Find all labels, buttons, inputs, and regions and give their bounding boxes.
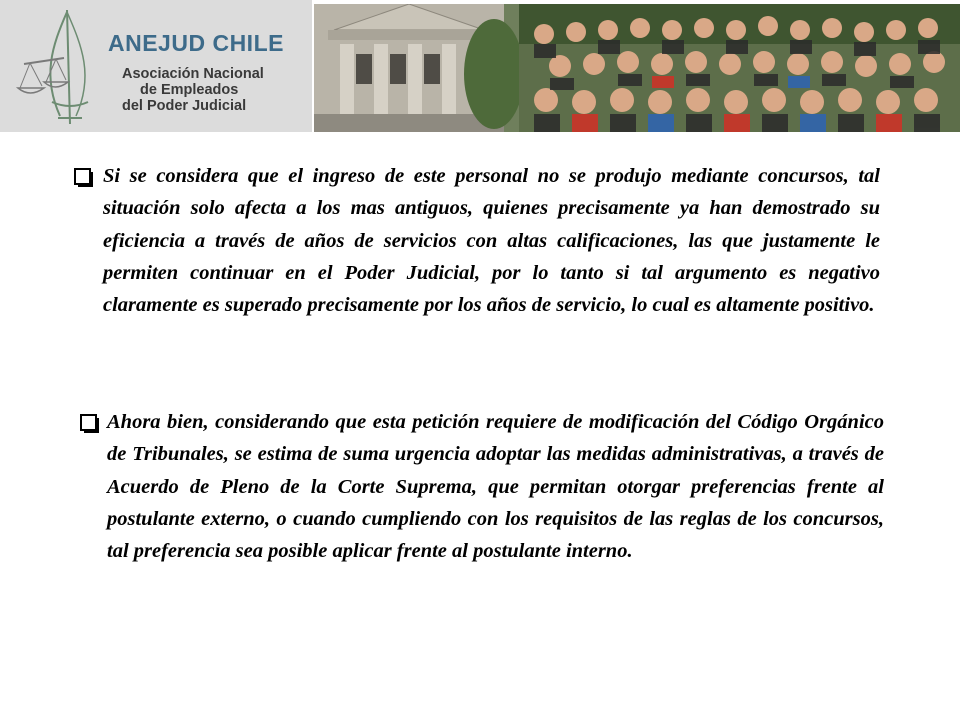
header-banner <box>0 0 960 132</box>
courthouse-building <box>314 4 524 132</box>
header-photo <box>314 4 960 132</box>
logo-subtitle-line-2: de Empleados <box>140 82 239 98</box>
logo-subtitle-line-3: del Poder Judicial <box>122 98 247 114</box>
logo-title: ANEJUD CHILE <box>108 30 284 56</box>
bullet-text-2: Ahora bien, considerando que esta petición requiere de modificación del Código Orgánico de Tribunales, se estima de suma urgencia adoptar las medidas administrativas, a través de Acuerdo de Pleno de la Corte Suprema, que permitan otorgar preferencias frente al postulante externo, o cuando cumpliendo con los requisitos de las reglas de los concursos, tal preferencia sea posible aplicar frente al postulante interno. <box>107 411 884 563</box>
header-photo-illustration <box>314 4 960 132</box>
bullet-paragraph-1 <box>74 160 884 385</box>
bullet-text-1: Si se considera que el ingreso de este personal no se produjo mediante concursos, tal situación solo afecta a los mas antiguos, quienes precisamente ya han demostrado su eficiencia a través de años de servicios con altas calificaciones, las que justamente le permiten continuar en el Poder Judicial, por lo tanto si tal argumento es negativo claramente es superado precisamente por los años de servicio, lo cual es altamente positivo. <box>103 165 880 317</box>
scales-of-justice-icon <box>12 6 107 130</box>
logo-subtitle-line-1: Asociación Nacional <box>122 66 264 82</box>
group-of-employees <box>519 4 960 132</box>
checkbox-bullet-icon <box>74 168 94 188</box>
logo-panel <box>0 0 312 132</box>
bullet-paragraph-2 <box>80 406 890 631</box>
checkbox-bullet-icon <box>80 414 100 434</box>
